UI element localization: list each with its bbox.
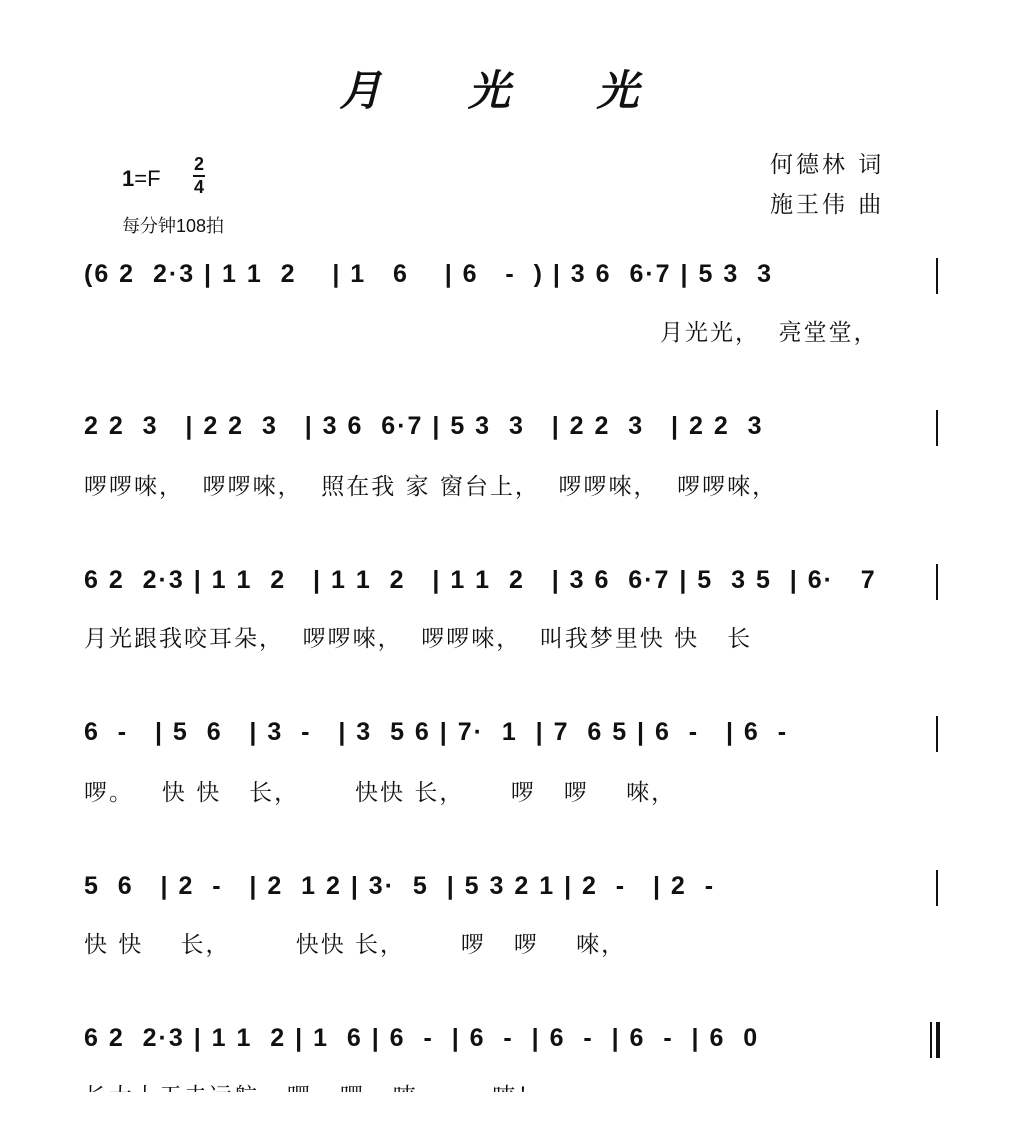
- song-title: 月 光 光: [339, 66, 675, 115]
- lyric-line-4: 啰。 快 快 长， 快快 长， 啰 啰 唻，: [84, 780, 677, 806]
- meter-bottom: 4: [193, 177, 204, 197]
- lyric-line-3: 月光跟我咬耳朵， 啰啰唻， 啰啰唻， 叫我梦里快 快 长: [84, 626, 753, 652]
- notation-line-5: 5 6 | 2 - | 2 1 2 | 3· 5 | 5 3 2 1 | 2 - | 2 -: [84, 872, 716, 900]
- notation-line-4: 6 - | 5 6 | 3 - | 3 5 6 | 7· 1 | 7 6 5 | 6 - | 6 -: [84, 718, 789, 746]
- key-signature: [122, 166, 161, 192]
- time-signature: [193, 154, 205, 198]
- key-tonic: 1: [122, 166, 135, 191]
- composer-credit: 施王伟 曲: [770, 192, 885, 218]
- notation-line-6: 6 2 2·3 | 1 1 2 | 1 6 | 6 - | 6 - | 6 - | 6 - | 6 0: [84, 1024, 760, 1052]
- notation-line-1: (6 2 2·3 | 1 1 2 | 1 6 | 6 - ) | 3 6 6·7 | 5 3 3: [84, 260, 774, 288]
- lyric-line-1: 月光光， 亮堂堂，: [660, 320, 879, 346]
- lyricist-credit: 何德林 词: [770, 152, 885, 178]
- meter-top: 2: [193, 154, 204, 174]
- notation-line-2: 2 2 3 | 2 2 3 | 3 6 6·7 | 5 3 3 | 2 2 3 | 2 2 3: [84, 412, 764, 440]
- tempo-marking: 每分钟108拍: [122, 216, 225, 236]
- final-barline: [930, 1022, 940, 1058]
- lyric-line-2: 啰啰唻， 啰啰唻， 照在我 家 窗台上， 啰啰唻， 啰啰唻，: [84, 474, 778, 500]
- notation-line-3: 6 2 2·3 | 1 1 2 | 1 1 2 | 1 1 2 | 3 6 6·7 | 5 3 5 | 6· 7: [84, 566, 877, 594]
- key-label: =F: [134, 166, 161, 191]
- lyric-line-5: 快 快 长， 快快 长， 啰 啰 唻，: [84, 932, 627, 958]
